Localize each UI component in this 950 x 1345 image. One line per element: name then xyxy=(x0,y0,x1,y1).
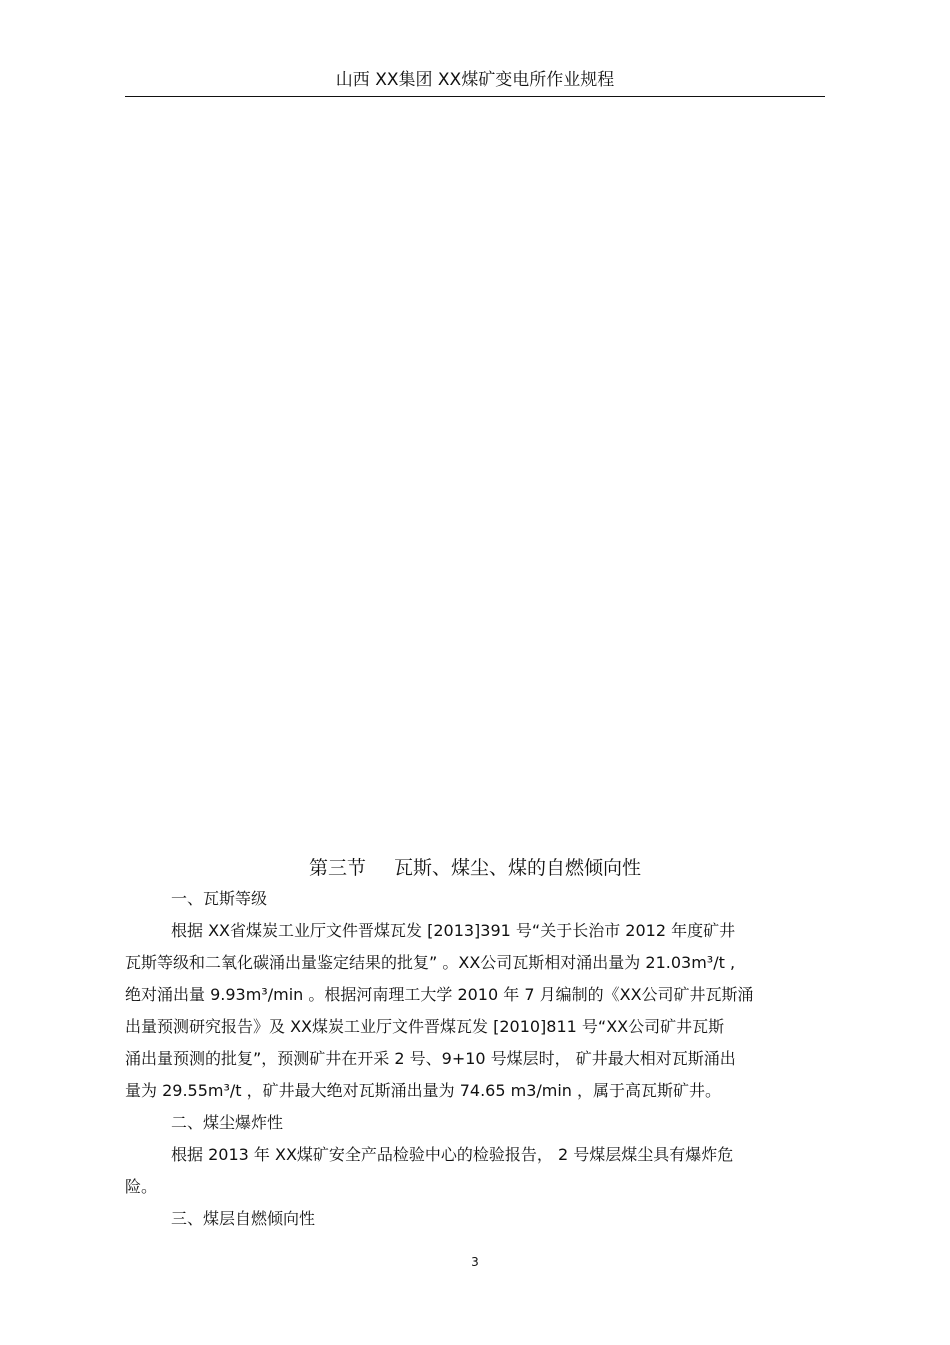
paragraph-line: 量为 29.55m³/t ，矿井最大绝对瓦斯涌出量为 74.65 m3/min ，属于高瓦斯矿井。 xyxy=(125,1081,722,1100)
subheading-coal-dust: 二、煤尘爆炸性 xyxy=(171,1113,284,1132)
paragraph-line: 瓦斯等级和二氧化碳涌出量鉴定结果的批复” 。XX公司瓦斯相对涌出量为 21.03m³/t , xyxy=(125,953,736,972)
subheading-self-ignition: 三、煤层自燃倾向性 xyxy=(171,1209,316,1228)
subheading-gas-level: 一、瓦斯等级 xyxy=(171,889,268,908)
paragraph-line: 绝对涌出量 9.93m³/min 。根据河南理工大学 2010 年 7 月编制的《XX公司矿井瓦斯涌 xyxy=(125,985,754,1004)
section-heading xyxy=(125,854,825,882)
section-title: 瓦斯、煤尘、煤的自燃倾向性 xyxy=(394,857,642,879)
paragraph-line: 涌出量预测的批复”，预测矿井在开采 2 号、9+10 号煤层时， 矿井最大相对瓦斯涌出 xyxy=(125,1049,736,1068)
paragraph-line: 根据 XX省煤炭工业厅文件晋煤瓦发 [2013]391 号“关于长治市 2012 年度矿井 xyxy=(171,921,736,940)
header-divider xyxy=(125,96,825,97)
paragraph-line: 险。 xyxy=(125,1177,158,1196)
paragraph-line: 根据 2013 年 XX煤矿安全产品检验中心的检验报告， 2 号煤层煤尘具有爆炸危 xyxy=(171,1145,734,1164)
page-number: 3 xyxy=(471,1255,479,1269)
section-number: 第三节 xyxy=(308,857,366,879)
paragraph-line: 出量预测研究报告》及 XX煤炭工业厅文件晋煤瓦发 [2010]811 号“XX公司矿井瓦斯 xyxy=(125,1017,725,1036)
page-header-title: 山西 XX集团 XX煤矿变电所作业规程 xyxy=(335,70,615,90)
